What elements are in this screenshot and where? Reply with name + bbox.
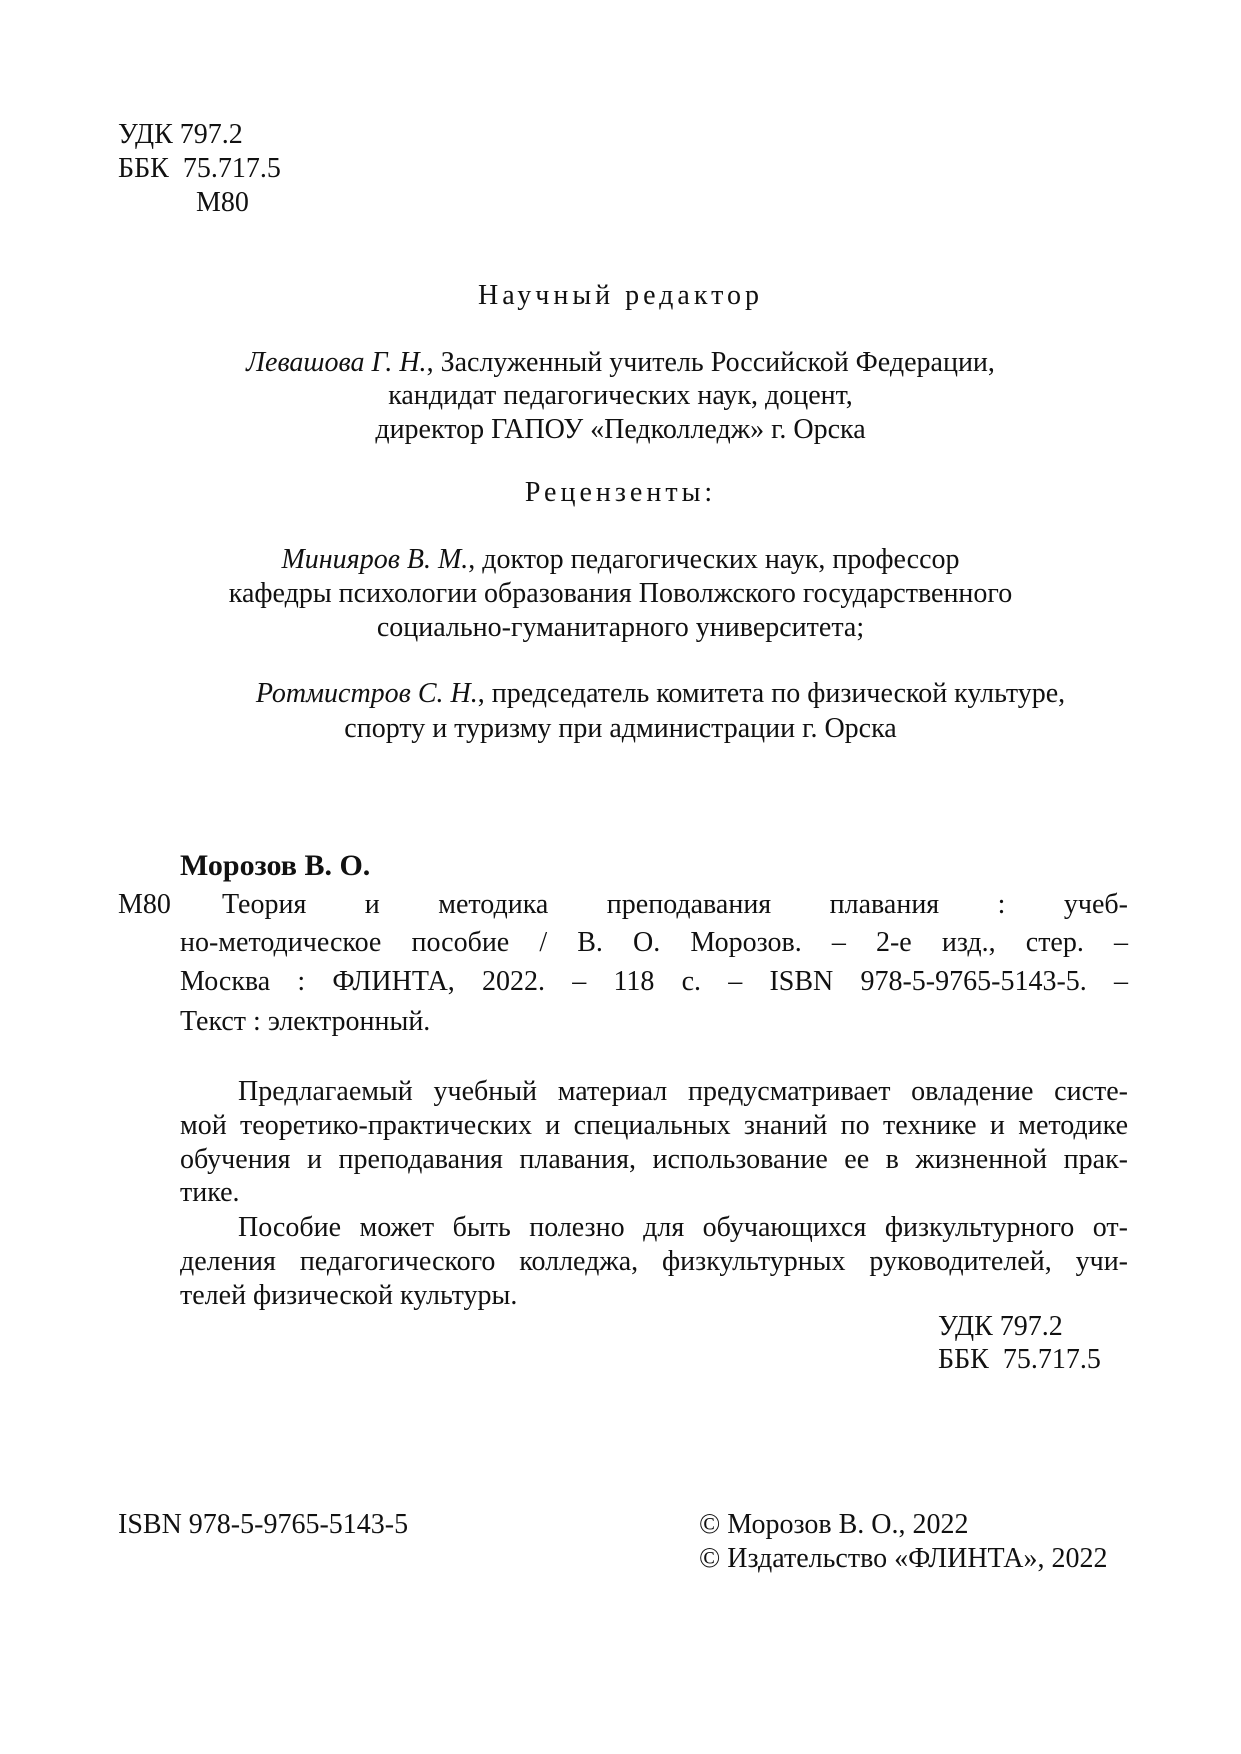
text: , доктор педагогических наук, профессор <box>468 544 960 575</box>
reviewer-name: Минияров В. М. <box>281 544 469 575</box>
copyright-publisher: © Издательство «ФЛИНТА», 2022 <box>699 1543 1108 1574</box>
editor-line <box>0 346 1241 380</box>
annotation-udk: УДК 797.2 <box>938 1311 1063 1342</box>
annotation-line: деления педагогического колледжа, физкультурных руководителей, учи- <box>180 1246 1128 1277</box>
reviewer-line <box>40 677 1241 711</box>
biblio-author: Морозов В. О. <box>180 849 371 882</box>
annotation-bbk: ББК 75.717.5 <box>938 1344 1101 1375</box>
annotation-line: тике. <box>180 1177 240 1208</box>
biblio-line: но-методическое пособие / В. О. Морозов. – 2-е изд., стер. – <box>180 927 1128 958</box>
biblio-line: Теория и методика преподавания плавания : учеб- <box>222 889 1128 920</box>
reviewer-line: социально-гуманитарного университета; <box>376 612 865 643</box>
udk: УДК 797.2 <box>118 119 243 150</box>
reviewer-name: Ротмистров С. Н. <box>255 678 478 709</box>
biblio-line: Текст : электронный. <box>180 1006 431 1037</box>
reviewer-line <box>0 543 1241 577</box>
isbn: ISBN 978-5-9765-5143-5 <box>118 1509 409 1540</box>
text: , Заслуженный учитель Российской Федерации, <box>426 347 995 378</box>
editor-line: кандидат педагогических наук, доцент, <box>388 380 853 411</box>
reviewer-line: кафедры психологии образования Поволжского государственного <box>228 578 1013 609</box>
editor-heading: Научный редактор <box>478 280 763 311</box>
copyright-author: © Морозов В. О., 2022 <box>699 1509 969 1540</box>
editor-name: Левашова Г. Н. <box>246 347 427 378</box>
biblio-line: Москва : ФЛИНТА, 2022. – 118 с. – ISBN 978-5-9765-5143-5. – <box>180 966 1128 997</box>
annotation-line: телей физической культуры. <box>180 1280 518 1311</box>
biblio-code: М80 <box>118 889 171 920</box>
annotation-line: Пособие может быть полезно для обучающихся физкультурного от- <box>238 1212 1128 1243</box>
annotation-line: Предлагаемый учебный материал предусматривает овладение систе- <box>238 1076 1128 1107</box>
text: , председатель комитета по физической культуре, <box>477 678 1066 709</box>
reviewers-heading: Рецензенты: <box>524 477 717 508</box>
reviewer-line: спорту и туризму при администрации г. Орска <box>344 713 897 744</box>
annotation-line: обучения и преподавания плавания, использование ее в жизненной прак- <box>180 1144 1128 1175</box>
editor-line: директор ГАПОУ «Педколледж» г. Орска <box>375 414 866 445</box>
author-code: М80 <box>196 187 249 218</box>
bbk: ББК 75.717.5 <box>118 153 281 184</box>
annotation-line: мой теоретико-практических и специальных знаний по технике и методике <box>180 1110 1128 1141</box>
